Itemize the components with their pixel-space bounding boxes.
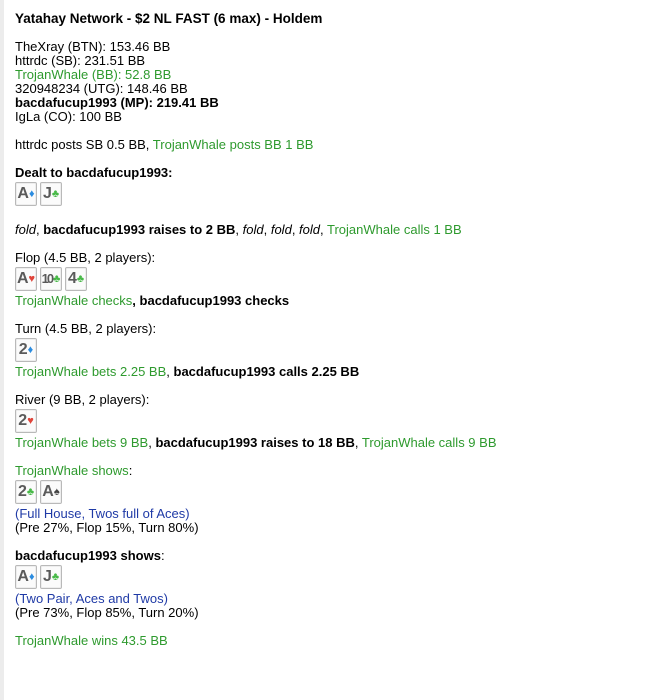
action-fold: fold (299, 222, 321, 237)
separator: , (263, 222, 271, 237)
card (15, 409, 37, 433)
separator: , (166, 364, 174, 379)
equity-line: (Pre 73%, Flop 85%, Turn 20%) (15, 605, 199, 620)
turn-label: Turn (4.5 BB, 2 players): (15, 321, 157, 336)
diamond-icon: ♦ (28, 188, 35, 200)
action-call: TrojanWhale calls 1 BB (327, 222, 462, 237)
player-4-hero: bacdafucup1993 (MP): 219.41 BB (15, 95, 219, 110)
player-2: TrojanWhale (BB): 52.8 BB (15, 67, 172, 82)
player-list (15, 40, 650, 124)
spade-icon: ♠ (53, 486, 60, 498)
turn-actions (15, 365, 650, 379)
showdown-villain (15, 464, 650, 535)
showdown-name: TrojanWhale shows (15, 463, 129, 478)
turn-section (15, 322, 650, 379)
action-call: bacdafucup1993 calls 2.25 BB (173, 364, 360, 379)
flop-label: Flop (4.5 BB, 2 players): (15, 250, 156, 265)
card (15, 267, 37, 291)
villain-cards (15, 480, 650, 504)
heart-icon: ♥ (28, 273, 36, 285)
hand-history-content (4, 0, 650, 648)
preflop-actions (15, 223, 650, 237)
separator: , (145, 137, 153, 152)
diamond-icon: ♦ (28, 571, 35, 583)
separator: , (235, 222, 243, 237)
hero-cards (15, 182, 650, 206)
card-rank: 2 (18, 412, 27, 429)
club-icon: ♣ (76, 273, 85, 285)
club-icon: ♣ (51, 571, 60, 583)
result-line: TrojanWhale wins 43.5 BB (15, 633, 168, 648)
dealt-section (15, 166, 650, 206)
hero-showdown-cards (15, 565, 650, 589)
player-0: TheXray (BTN): 153.46 BB (15, 39, 171, 54)
action-fold: fold (270, 222, 292, 237)
equity-line: (Pre 27%, Flop 15%, Turn 80%) (15, 520, 199, 535)
player-5: IgLa (CO): 100 BB (15, 109, 122, 124)
hand-history-page (4, 0, 650, 700)
card (15, 182, 37, 206)
separator: , (132, 293, 140, 308)
river-actions (15, 436, 650, 450)
separator: , (354, 435, 362, 450)
card-rank: 4 (67, 270, 76, 287)
showdown-colon: : (128, 463, 133, 478)
action-call: TrojanWhale calls 9 BB (361, 435, 497, 450)
action-bet: TrojanWhale bets 2.25 BB (15, 364, 167, 379)
showdown-label (15, 464, 650, 478)
flop-actions (15, 294, 650, 308)
heart-icon: ♥ (27, 415, 34, 427)
showdown-colon: : (160, 548, 165, 563)
showdown-hero (15, 549, 650, 620)
dealt-label: Dealt to bacdafucup1993: (15, 165, 173, 180)
action-check: bacdafucup1993 checks (139, 293, 290, 308)
card (40, 182, 62, 206)
separator: , (148, 435, 156, 450)
card-rank: A (16, 270, 28, 287)
hand-title: Yatahay Network - $2 NL FAST (6 max) - Holdem (15, 11, 323, 26)
action-bet: TrojanWhale bets 9 BB (15, 435, 149, 450)
turn-cards (15, 338, 650, 362)
river-cards (15, 409, 650, 433)
card (40, 267, 62, 291)
blinds-line (15, 138, 650, 152)
card-rank: J (42, 185, 51, 202)
action-raise: bacdafucup1993 raises to 2 BB (43, 222, 236, 237)
action-raise: bacdafucup1993 raises to 18 BB (155, 435, 355, 450)
card-rank: A (42, 483, 53, 500)
card (15, 480, 37, 504)
card (15, 565, 37, 589)
diamond-icon: ♦ (27, 344, 34, 356)
player-3: 320948234 (UTG): 148.46 BB (15, 81, 188, 96)
action-check: TrojanWhale checks (15, 293, 133, 308)
card (65, 267, 87, 291)
bb-post: TrojanWhale posts BB 1 BB (152, 137, 314, 152)
card (40, 480, 62, 504)
player-1: httrdc (SB): 231.51 BB (15, 53, 146, 68)
river-section (15, 393, 650, 450)
separator: , (291, 222, 300, 237)
sb-post: httrdc posts SB 0.5 BB (15, 137, 146, 152)
separator: , (320, 222, 328, 237)
hand-description: (Two Pair, Aces and Twos) (15, 591, 168, 606)
card-rank: 10 (41, 271, 53, 286)
club-icon: ♣ (51, 188, 60, 200)
showdown-label (15, 549, 650, 563)
action-fold: fold (15, 222, 36, 237)
hand-description: (Full House, Twos full of Aces) (15, 506, 190, 521)
action-fold: fold (242, 222, 264, 237)
card-rank: A (17, 185, 28, 202)
flop-cards (15, 267, 650, 291)
separator: , (35, 222, 44, 237)
club-icon: ♣ (26, 486, 35, 498)
river-label: River (9 BB, 2 players): (15, 392, 150, 407)
showdown-name: bacdafucup1993 shows (15, 548, 161, 563)
card (15, 338, 37, 362)
club-icon: ♣ (53, 273, 61, 285)
card-rank: 2 (17, 483, 26, 500)
card-rank: 2 (18, 341, 27, 358)
card-rank: A (17, 568, 28, 585)
flop-section (15, 251, 650, 308)
card (40, 565, 62, 589)
card-rank: J (42, 568, 51, 585)
